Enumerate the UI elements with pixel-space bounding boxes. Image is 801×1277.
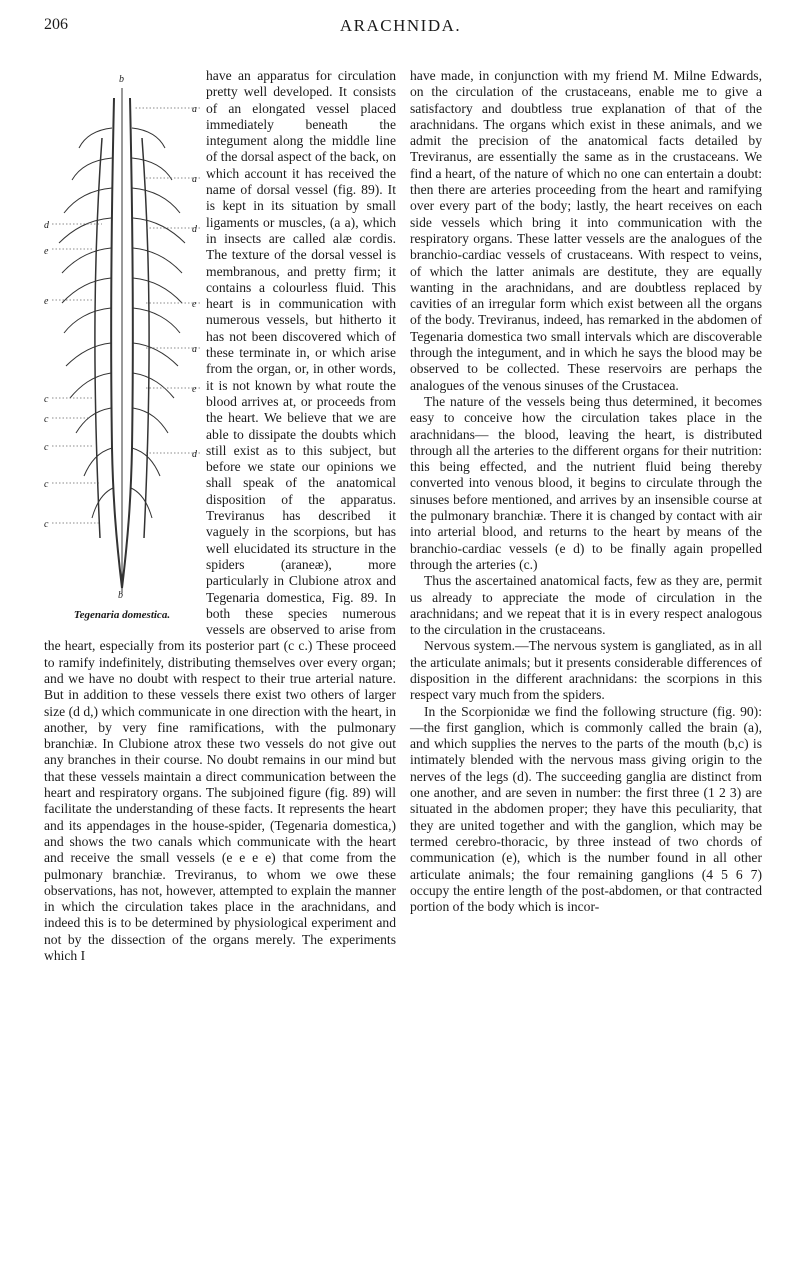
figure-letter-c-1: c [44,394,49,405]
right-column [410,68,762,915]
figure-letter-c-3: c [44,442,49,453]
figure-letter-e-4: e [192,384,197,395]
right-paragraph-4: Nervous system.—The nervous system is gangliated, as in all the articulate animals; but it presents considerable differences of disposition in the different arachnidans: the scorpions in this respect vary much from the spiders. [410,638,762,703]
figure-letter-d-2: d [192,224,197,235]
right-paragraph-5: In the Scorpionidæ we find the following structure (fig. 90):—the first ganglion, which is commonly called the brain (a), and which supplies the nerves to the parts of the mouth (b,c) is intimately blended with the nervous mass giving origin to the nerves of the legs (d). The succeeding ganglia are distinct from one another, and are seven in number: the first three (1 2 3) are situated in the abdomen proper; they have this peculiarity, that they are united together and with the ganglion, which may be termed cerebro-thoracic, by three instead of two chords of communication (e), which is the number found in all other articulate animals; the four remaining ganglions (4 5 6 7) occupy the entire length of the post-abdomen, or that contracted portion of the body which is incor- [410,703,762,915]
figure-letter-b-top: b [119,74,124,85]
figure-letter-e-1: e [44,246,49,257]
right-paragraph-1: have made, in conjunction with my friend M. Milne Edwards, on the circulation of the crustaceans, enable me to give a satisfactory and doubtless true explanation of that of the arachnidans. The organs which exist in these animals, and we admit the precision of the anatomical facts detailed by Treviranus, are essentially the same as in the crustaceans. We find a heart, of the nature of which no one can entertain a doubt: then there are arteries proceeding from the heart and ramifying over every part of the body; lastly, the heart receives on each side vessels which bring it into communication with the respiratory organs. These latter vessels are the analogues of the branchio-cardiac vessels of crustaceans. With respect to veins, of which the latter animals are destitute, they are equally wanting in the arachnidans, and are doubtless replaced by cavities of an irregular form which exist between all the organs of the body. Treviranus, indeed, has remarked in the abdomen of Tegenaria domestica two small intervals which are discoverable through the integument, and in which he says the blood may be observed to be collected. These reservoirs are perhaps the analogues of the venous sinuses of the Crustacea. [410,68,762,393]
left-paragraph: have an apparatus for circulation pretty well developed. It consists of an elongated vessel placed immediately beneath the integument along the middle line of the dorsal aspect of the back, on which account it has received the name of dorsal vessel (fig. 89). It is kept in its situation by small ligaments or muscles, (a a), which in insects are called alæ cordis. The texture of the dorsal vessel is membranous, and pretty firm; it contains a colourless fluid. This heart is in communication with numerous vessels, but hitherto it has not been discovered which of these terminate in, or which arise from the organ, or, in other words, it is not known by what route the blood arrives at, or proceeds from the heart. We believe that we are able to dissipate the doubts which still exist as to this subject, but before we state our opinions we shall speak of the anatomical disposition of the apparatus. Treviranus has described it vaguely in the scorpions, but has well elucidated its structure in the spiders (araneæ), more particularly in Clubione atrox and Tegenaria domestica, Fig. 89. In both these species numerous vessels are observed to arise from the heart, especially from its posterior part (c c.) These proceed to ramify indefinitely, distributing themselves over every organ; and we have no doubt with respect to their true arterial nature. But in addition to these vessels there exist two others of larger size (d d,) which communicate in one direction with the heart, in another, by very fine ramifications, with the pulmonary branchiæ. In Clubione atrox these two vessels do not give out any branches in their course. No doubt remains in our mind but that these vessels maintain a direct communication between the heart and respiratory organs. The subjoined figure (fig. 89) will facilitate the understanding of these facts. It represents the heart and its appendages in the house-spider, (Tegenaria domestica,) and shows the two canals which communicate with the heart and receive the small vessels (e e e e) that come from the pulmonary branchiæ. Treviranus, to whom we owe these observations, has not, however, attempted to explain the manner in which the circulation takes place in the arachnidans, and indeed this is to be determined by physiological experiment and not by the dissection of the organs merely. The experiments which I [44,68,396,964]
right-paragraph-2: The nature of the vessels being thus determined, it becomes easy to conceive how the circulation takes place in the arachnidans— the blood, leaving the heart, is distributed through all the arteries to the different organs for their nutrition: this being effected, and the nutrient fluid being thereby converted into venous blood, it begins to circulate through the sinuses before mentioned, and arrives by an insensible course at the pulmonary branchiæ. There it is changed by contact with air into arterial blood, and returns to the heart by means of the branchio-cardiac vessels (e d) to be finally again propelled through the arteries (c.) [410,393,762,572]
page-number: 206 [44,16,68,33]
figure-letter-c-5: c [44,519,49,530]
figure-letter-c-2: c [44,414,49,425]
right-paragraph-3: Thus the ascertained anatomical facts, few as they are, permit us already to appreciate the mode of circulation in the arachnidans; and we repeat that it is in every respect analogous to the circulation in the crustaceans. [410,573,762,638]
figure-letter-a-1: a [192,104,197,115]
figure-letter-e-3: e [192,299,197,310]
page-header [0,0,801,58]
figure-89 [44,68,200,628]
left-column [44,68,396,964]
figure-letter-e-2: e [44,296,49,307]
running-title: ARACHNIDA. [339,16,462,35]
figure-letter-d-3: d [192,449,197,460]
figure-letter-a-3: a [192,344,197,355]
figure-caption: Tegenaria domestica. [73,609,171,621]
figure-letter-c-4: c [44,479,49,490]
figure-letter-d: d [44,220,49,231]
heart-diagram [44,68,200,603]
figure-letter-a-2: a [192,174,197,185]
figure-letter-b-bottom: b [118,590,123,601]
